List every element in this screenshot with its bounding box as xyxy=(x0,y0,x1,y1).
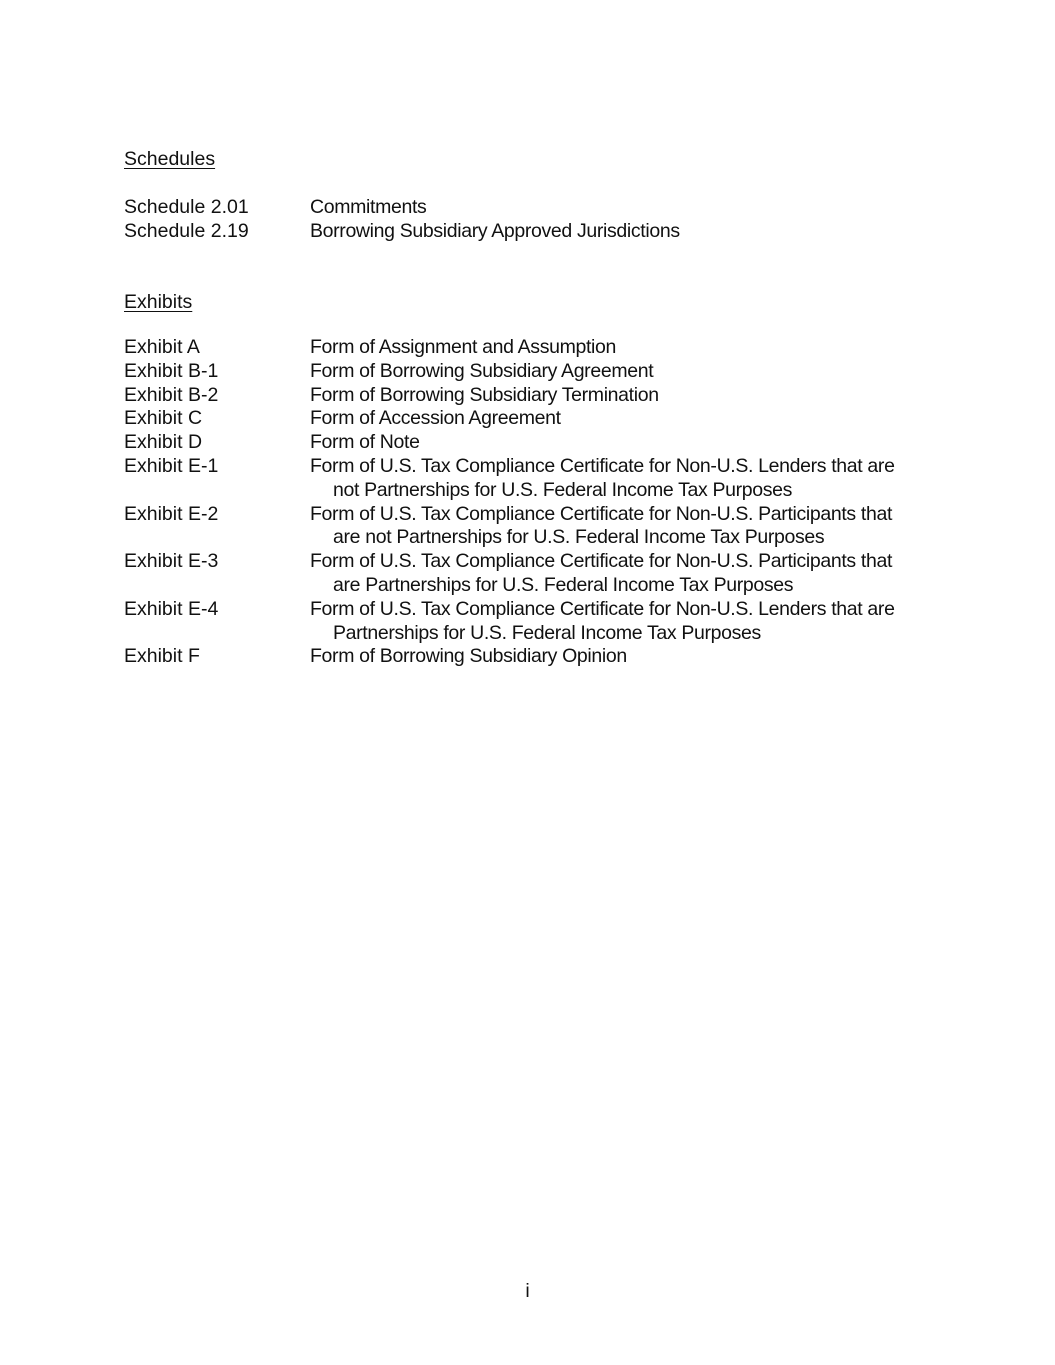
exhibit-title xyxy=(310,503,924,551)
exhibit-title xyxy=(310,360,924,384)
exhibit-label: Exhibit E-4 xyxy=(124,597,219,620)
schedule-title xyxy=(310,196,924,220)
schedule-title xyxy=(310,220,924,244)
exhibit-entry xyxy=(124,360,924,384)
schedule-label: Schedule 2.19 xyxy=(124,219,249,242)
exhibit-label: Exhibit F xyxy=(124,645,200,668)
exhibit-entry xyxy=(124,455,924,503)
title-line: Form of U.S. Tax Compliance Certificate for Non-U.S. Lenders that are xyxy=(310,454,895,477)
schedule-entry xyxy=(124,196,924,220)
title-line: Form of Accession Agreement xyxy=(310,407,561,430)
title-line: Form of Borrowing Subsidiary Termination xyxy=(310,383,659,406)
exhibit-title xyxy=(310,598,924,646)
exhibit-label: Exhibit E-3 xyxy=(124,550,219,573)
exhibit-label: Exhibit B-1 xyxy=(124,359,219,382)
title-line: Commitments xyxy=(310,196,427,218)
title-continuation-line: not Partnerships for U.S. Federal Income Tax Purposes xyxy=(333,478,793,501)
exhibit-label: Exhibit B-2 xyxy=(124,383,219,406)
exhibit-label: Exhibit C xyxy=(124,407,203,430)
title-line: Form of Note xyxy=(310,431,420,454)
title-line: Form of U.S. Tax Compliance Certificate for Non-U.S. Participants that xyxy=(310,550,893,573)
title-continuation-line: are Partnerships for U.S. Federal Income Tax Purposes xyxy=(333,573,794,596)
title-line: Form of Borrowing Subsidiary Opinion xyxy=(310,645,627,668)
exhibit-title xyxy=(310,407,924,431)
exhibit-label: Exhibit E-1 xyxy=(124,454,219,477)
exhibit-title xyxy=(310,431,924,455)
exhibit-label: Exhibit E-2 xyxy=(124,502,219,525)
exhibit-label: Exhibit A xyxy=(124,336,200,358)
page-number: i xyxy=(525,1280,530,1302)
exhibit-title xyxy=(310,550,924,598)
title-line: Form of U.S. Tax Compliance Certificate for Non-U.S. Participants that xyxy=(310,502,893,525)
title-line: Form of Assignment and Assumption xyxy=(310,336,617,358)
title-line: Form of Borrowing Subsidiary Agreement xyxy=(310,359,654,382)
exhibit-title xyxy=(310,336,924,360)
title-line: Form of U.S. Tax Compliance Certificate for Non-U.S. Lenders that are xyxy=(310,597,895,620)
exhibits-heading: Exhibits xyxy=(124,291,193,313)
exhibit-entry xyxy=(124,503,924,551)
exhibit-entry xyxy=(124,645,924,669)
title-line: Borrowing Subsidiary Approved Jurisdictions xyxy=(310,219,680,242)
exhibit-title xyxy=(310,645,924,669)
exhibit-entry xyxy=(124,550,924,598)
exhibits-list xyxy=(124,336,924,669)
exhibit-entry xyxy=(124,407,924,431)
exhibit-title xyxy=(310,455,924,503)
exhibit-label: Exhibit D xyxy=(124,431,203,454)
schedules-list xyxy=(124,196,924,244)
exhibit-entry xyxy=(124,431,924,455)
title-continuation-line: Partnerships for U.S. Federal Income Tax Purposes xyxy=(333,621,761,644)
exhibit-entry xyxy=(124,384,924,408)
exhibit-entry xyxy=(124,336,924,360)
schedule-entry xyxy=(124,220,924,244)
exhibit-title xyxy=(310,384,924,408)
schedules-heading: Schedules xyxy=(124,148,216,170)
exhibit-entry xyxy=(124,598,924,646)
title-continuation-line: are not Partnerships for U.S. Federal Income Tax Purposes xyxy=(333,526,825,549)
schedule-label: Schedule 2.01 xyxy=(124,196,249,218)
